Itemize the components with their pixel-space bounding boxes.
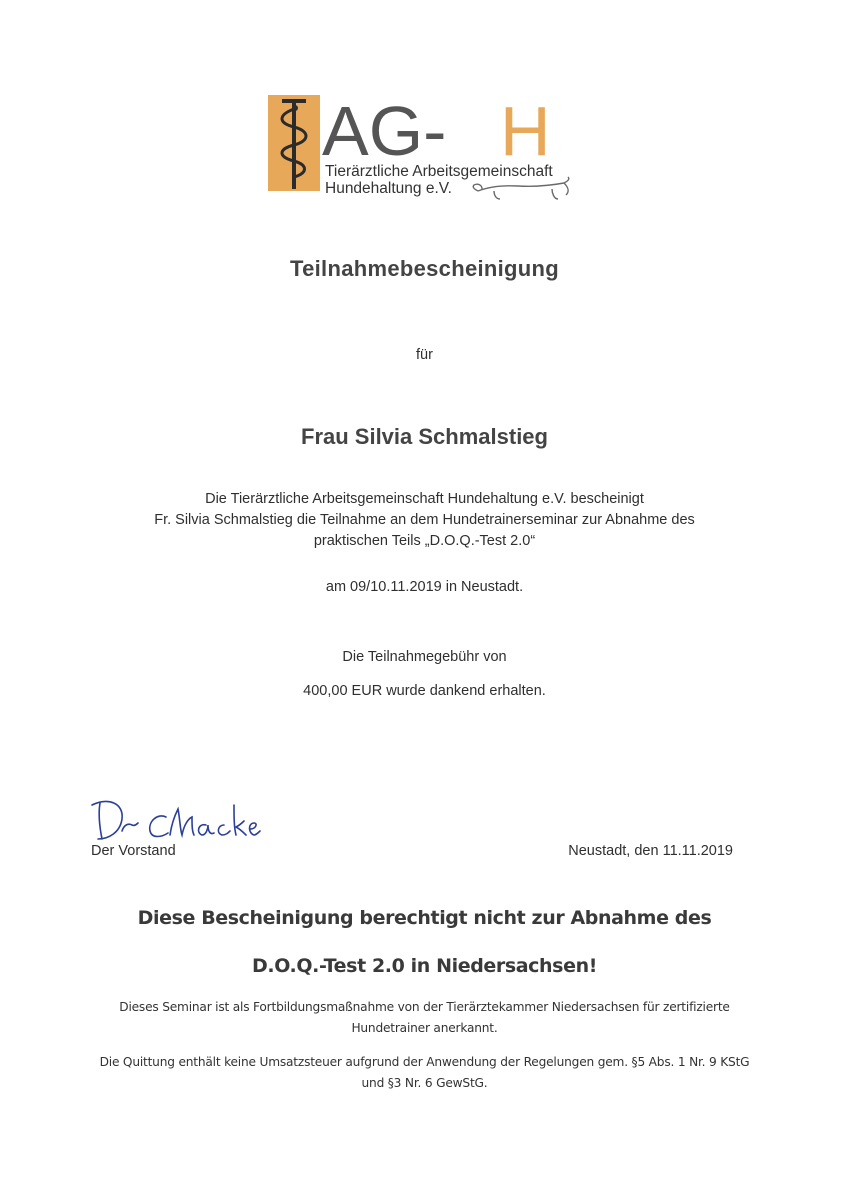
confirmation-line-2: Fr. Silvia Schmalstieg die Teilnahme an dem Hundetrainerseminar zur Abnahme des: [154, 512, 695, 528]
logo-letters-ag: AG-: [322, 95, 447, 170]
document-title: Teilnahmebescheinigung: [289, 256, 559, 281]
for-label: für: [416, 347, 433, 363]
place-and-date: Neustadt, den 11.11.2019: [568, 843, 733, 859]
confirmation-paragraph: [0, 489, 849, 552]
notice-line-1: Diese Bescheinigung berechtigt nicht zur Abnahme des: [137, 907, 712, 929]
fee-line-1: Die Teilnahmegebühr von: [342, 649, 507, 665]
seminar-note-line-2: Hundetrainer anerkannt.: [351, 1021, 498, 1035]
confirmation-line-3: praktischen Teils „D.O.Q.-Test 2.0“: [313, 533, 536, 549]
seminar-note-line-1: Dieses Seminar ist als Fortbildungsmaßnahme von der Tierärztekammer Niedersachsen für zertifizierte: [119, 1000, 730, 1014]
handwritten-signature: [88, 795, 263, 850]
tax-note-line-2: und §3 Nr. 6 GewStG.: [361, 1076, 488, 1090]
tax-note-line-1: Die Quittung enthält keine Umsatzsteuer aufgrund der Anwendung der Regelungen gem. §5 Abs. 1 Nr. 9 KStG: [99, 1055, 750, 1069]
confirmation-line-1: Die Tierärztliche Arbeitsgemeinschaft Hundehaltung e.V. bescheinigt: [205, 491, 644, 507]
recipient-name: Frau Silvia Schmalstieg: [301, 424, 548, 449]
tax-note: [0, 1052, 849, 1094]
seminar-date: am 09/10.11.2019 in Neustadt.: [325, 579, 524, 595]
board-label: Der Vorstand: [91, 843, 176, 859]
notice-line-2: D.O.Q.-Test 2.0 in Niedersachsen!: [252, 955, 597, 977]
tag-h-logo: [268, 95, 578, 205]
logo-letter-h: H: [500, 95, 551, 170]
fee-line-2: 400,00 EUR wurde dankend erhalten.: [303, 683, 546, 699]
logo-org-line1: Tierärztliche Arbeitsgemeinschaft: [325, 163, 553, 180]
seminar-accreditation-note: [0, 997, 849, 1039]
logo-org-line2: Hundehaltung e.V.: [325, 180, 452, 197]
